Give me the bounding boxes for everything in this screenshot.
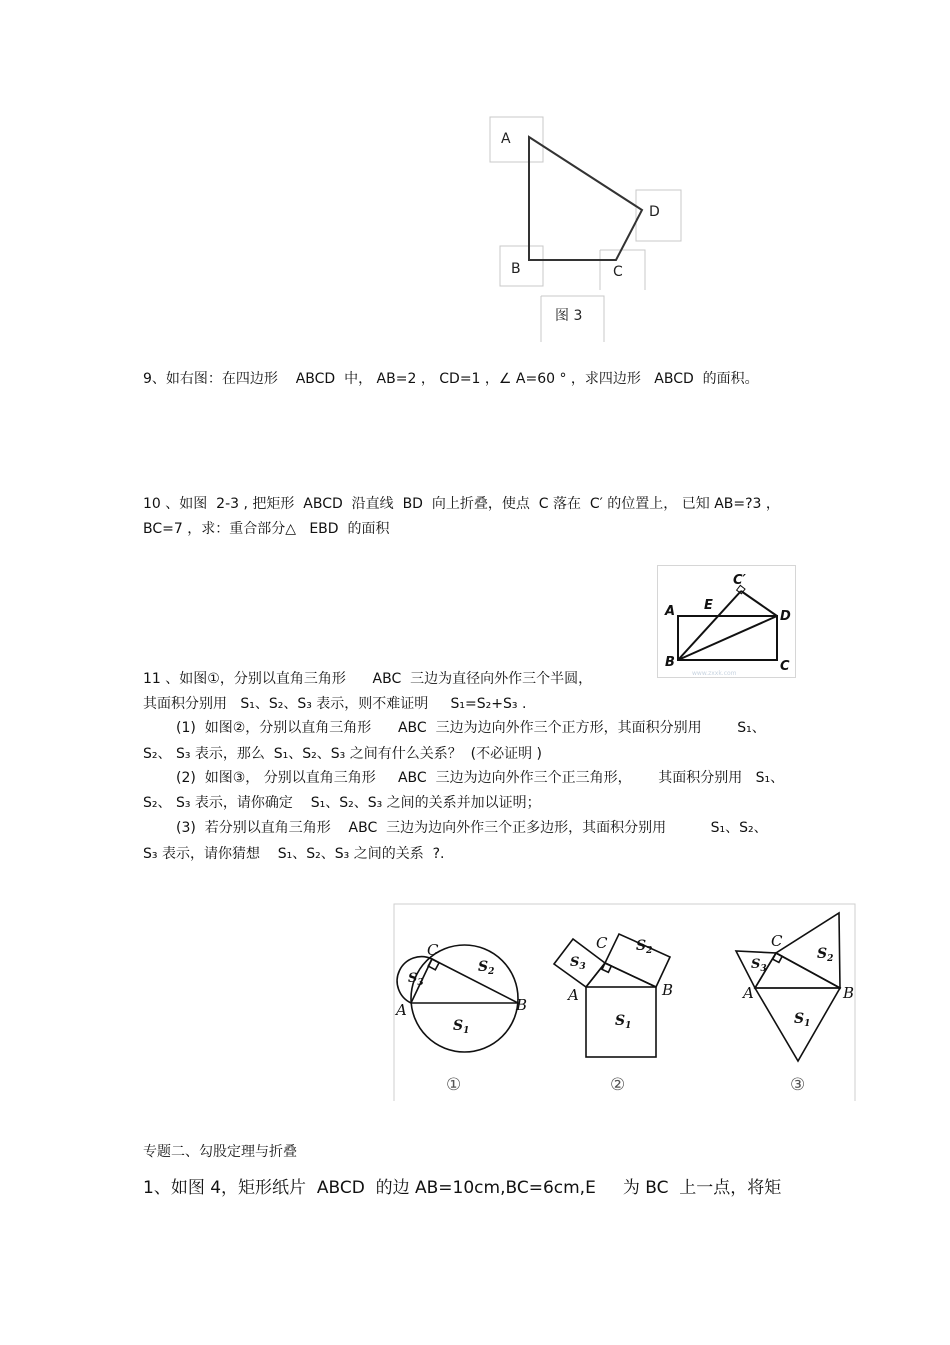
vertex-a: A (501, 131, 511, 147)
panel3-s1: $S_1$ (794, 1011, 811, 1029)
panel2-caption: ② (610, 1075, 626, 1095)
quadrilateral-abcd (529, 137, 642, 260)
panel1-label-a: A (396, 1001, 407, 1019)
panel2-label-b: B (662, 981, 674, 999)
figure-3-caption: 图 3 (555, 308, 583, 324)
vertex-d: D (649, 204, 660, 220)
figure-3 (480, 110, 700, 350)
question-11-part-2: (2) 如图③， 分别以直角三角形 ABC 三边为边向外作三个正三角形， 其面积分别用 S₁、 (176, 770, 785, 786)
problem-1: 1、如图 4，矩形纸片 ABCD 的边 AB=10cm,BC=6cm,E 为 BC 上一点，将矩 (143, 1178, 782, 1198)
panel3-label-b: B (843, 984, 855, 1002)
question-10-line-1: 10 、如图 2-3 , 把矩形 ABCD 沿直线 BD 向上折叠，使点 C 落在 C′ 的位置上， 已知 AB=?3 ， (143, 496, 780, 512)
question-11-part-3-cont: S₃ 表示，请你猜想 S₁、S₂、S₃ 之间的关系 ?. (143, 846, 445, 862)
panel2-label-a: A (568, 986, 579, 1004)
fold-c-prime-d (741, 591, 777, 616)
label-boxes (490, 117, 681, 342)
panel1-s2: $S_2$ (478, 959, 495, 977)
label-c-prime: C′ (733, 573, 746, 588)
panel2-s3: $S_3$ (570, 955, 586, 972)
question-11-part-2-cont: S₂、 S₃ 表示，请你确定 S₁、S₂、S₃ 之间的关系并加以证明； (143, 795, 541, 811)
panel2-s2: $S_2$ (636, 938, 653, 956)
panel3-label-c: C (771, 932, 783, 950)
label-e: E (704, 598, 713, 613)
panel3-s3: $S_3$ (751, 957, 767, 974)
question-11-part-1-cont: S₂、 S₃ 表示，那么 S₁、S₂、S₃ 之间有什么关系？ (不必证明 ) (143, 746, 543, 762)
vertex-b: B (511, 261, 521, 277)
panel2-s1: $S_1$ (615, 1013, 632, 1031)
figure-2-3 (657, 565, 797, 680)
panel1-label-c: C (427, 941, 439, 959)
topic-2-heading: 专题二、勾股定理与折叠 (143, 1144, 297, 1160)
vertex-c: C (613, 264, 623, 280)
panel3-caption: ③ (790, 1075, 806, 1095)
semicircle-figure (397, 945, 518, 1052)
question-11-part-1: (1) 如图②，分别以直角三角形 ABC 三边为边向外作三个正方形，其面积分别用 S₁、 (176, 720, 766, 736)
label-d: D (780, 609, 791, 624)
figure-11 (393, 903, 856, 1103)
label-a: A (665, 604, 676, 619)
question-11-line-1: 11 、如图①，分别以直角三角形 ABC 三边为直径向外作三个半圆， (143, 671, 593, 687)
panel3-s2: $S_2$ (817, 946, 834, 964)
question-10-line-2: BC=7 ，求：重合部分△ EBD 的面积 (143, 521, 390, 537)
diagonal-bd (678, 616, 777, 660)
panel3-label-a: A (743, 984, 754, 1002)
question-9: 9、如右图：在四边形 ABCD 中， AB=2 ， CD=1 ，∠ A=60 ° ，求四边形 ABCD 的面积。 (143, 371, 759, 387)
question-11-line-2: 其面积分别用 S₁、S₂、S₃ 表示，则不难证明 S₁=S₂+S₃ . (143, 696, 527, 712)
watermark: www.zxxk.com (692, 670, 737, 677)
panel2-label-c: C (596, 934, 608, 952)
panel1-label-b: B (516, 996, 528, 1014)
label-c: C (780, 659, 790, 674)
question-11-part-3: (3) 若分别以直角三角形 ABC 三边为边向外作三个正多边形，其面积分别用 S₁、S₂、 (176, 820, 768, 836)
label-b: B (665, 655, 675, 670)
panel1-s1: $S_1$ (453, 1018, 470, 1036)
panel1-caption: ① (446, 1075, 462, 1095)
panel1-s3: $S_3$ (408, 971, 424, 988)
